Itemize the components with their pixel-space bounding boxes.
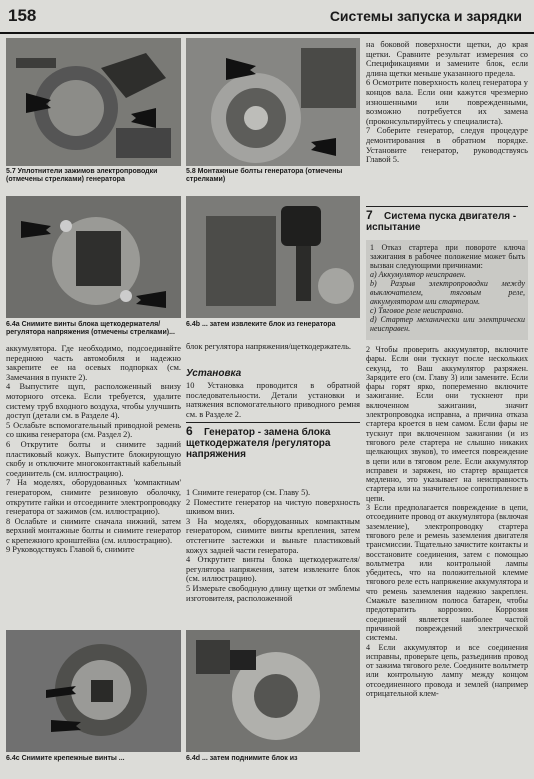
paragraph: на боковой поверхности щетки, до края щетки. Сравните результат измерения со Спецификациями и замените блок, если длина щетки меньше указанного предела. xyxy=(366,40,528,78)
section-number: 6 xyxy=(186,424,193,438)
column-3-top xyxy=(366,40,528,165)
paragraph: 5 Ослабьте вспомогательный приводной ремень со шкива генератора (см. Раздел 2). xyxy=(6,420,181,440)
photo-5-7 xyxy=(6,38,181,166)
caption-6-4c: 6.4с Снимите крепежные винты ... xyxy=(6,755,125,762)
install-heading: Установка xyxy=(186,368,242,379)
column-1-text xyxy=(6,344,181,555)
caption-5-8: 5.8 Монтажные болты генератора (отмечены стрелками) xyxy=(186,168,343,183)
caption-5-7: 5.7 Уплотнители зажимов электропроводки (отмечены стрелками) генератора xyxy=(6,168,158,183)
photo-6-4d xyxy=(186,630,360,752)
column-2-top: блок регулятора напряжения/щеткодержатель. xyxy=(186,342,351,351)
paragraph: 8 Ослабьте и снимите сначала нижний, затем верхний монтажные болты и снимите генератор с крепежного кронштейна (см. иллюстрацию). xyxy=(6,516,181,545)
list-item: d) Стартер механически или электрически неисправен. xyxy=(370,315,525,333)
section-title: Система пуска двигателя - испытание xyxy=(366,211,517,233)
section-7-heading xyxy=(366,206,528,233)
paragraph: 3 Если предполагается повреждение в цепи, отсоедините провод от аккумулятора (включая заземление), электропроводку стартера тягового реле и ремень заземления двигателя трансмиссии. Тщательно зачистите контакты и восстановите соединения, затем с помощью вольтметра или контрольной лампы убедитесь, что на положительной клемме тягового реле есть напряжение аккумулятора и что ремень заземления надежно закреплен. Смажьте вазелином полюса батареи, чтобы предотвратить коррозию. Коррозия соединений является наиболее частой причиной повреждений электрической системы. xyxy=(366,503,528,643)
paragraph: 2 Чтобы проверить аккумулятор, включите фары. Если они тускнут после нескольких секунд, то Ваш аккумулятор разряжен. Зарядите его (см. Главу 3) или замените. Если фары горят ярко, попеременно включите зажигание. Если они тускнеют при включенном зажигании, значит электропроводка исправна, а причина отказа стартера кроется в нем самом. Если фары не тускнут при включенном зажигании (и из тягового реле стартера не слышно никаких щелкающих звуков), то имеется повреждение в цепи или в тяговом реле. Если аккумулятор исправен и заряжен, но стартер вращается медленно, это указывает на неисправность стартера или на значительное сопротивление в цепи. xyxy=(366,345,528,503)
install-text: 10 Установка проводится в обратной последовательности. Детали установки и натяжения вспомогательного приводного ремня см. в Разделе 2. xyxy=(186,381,360,419)
section-7-text xyxy=(366,345,528,698)
page-number: 158 xyxy=(8,6,37,25)
section-title: Генератор - замена блока щеткодержателя /регулятора напряжения xyxy=(186,427,331,460)
paragraph: 3 На моделях, оборудованных компактным генератором, снимите винты крепления, затем отстегните застежки и выньте пластиковый кожух задней части генератора. xyxy=(186,516,360,555)
box-intro: 1 Отказ стартера при повороте ключа зажигания в рабочее положение может быть вызван следующими причинами: xyxy=(370,243,525,270)
section-6-heading xyxy=(186,422,360,460)
paragraph: 6 Осмотрите поверхность колец генератора у концов вала. Если они кажутся чрезмерно изношенными или поврежденными, возможно потребуется их замена (проконсультируйтесь у специалиста). xyxy=(366,78,528,126)
paragraph: 7 Соберите генератор, следуя процедуре демонтирования в обратном порядке. Установите генератор, руководствуясь Главой 5. xyxy=(366,126,528,165)
caption-6-4a: 6.4а Снимите винты блока щеткодержателя/регулятора напряжения (отмечены стрелками)... xyxy=(6,321,175,336)
list-item: а) Аккумулятор неисправен. xyxy=(370,270,466,279)
chapter-title: Системы запуска и зарядки xyxy=(329,8,522,24)
paragraph: 9 Руководствуясь Главой 6, снимите xyxy=(6,545,135,555)
paragraph: 4 Выпустите щуп, расположенный внизу моторного отсека. Если требуется, удалите систему труб входного воздуха, чтобы улучшить доступ (детали см. в Разделе 4). xyxy=(6,382,181,421)
list-item: с) Тяговое реле неисправно. xyxy=(370,306,464,315)
page-header xyxy=(0,0,534,34)
photo-5-8 xyxy=(186,38,360,166)
caption-6-4b: 6.4b ... затем извлеките блок из генератора xyxy=(186,321,336,328)
causes-list xyxy=(370,243,525,333)
paragraph: 4 Открутите винты блока щеткодержателя/регулятора напряжения, затем извлеките блок (см. иллюстрацию). xyxy=(186,555,360,584)
caption-6-4d: 6.4d ... затем поднимите блок из xyxy=(186,755,298,762)
paragraph: 6 Открутите болты и снимите задний пластиковый кожух. Выпустите блокирующую скобу и отключите многоконтактный кабельный соединитель (см. иллюстрацию). xyxy=(6,439,181,478)
list-item: b) Разрыв электропроводки между выключателем, тяговым реле, аккумулятором или стартером. xyxy=(370,279,525,306)
photo-6-4b xyxy=(186,196,360,318)
paragraph: 5 Измерьте свободную длину щетки от эмблемы изготовителя, расположенной xyxy=(186,583,360,603)
section-number: 7 xyxy=(366,208,373,222)
photo-6-4c xyxy=(6,630,181,752)
paragraph: 7 На моделях, оборудованных 'компактным' генератором, снимите резиновую оболочку, открутите гайки и отсоедините электропроводку генератора от зажимов (см. иллюстрацию). xyxy=(6,478,181,517)
section-6-text xyxy=(186,488,360,603)
paragraph: 2 Поместите генератор на чистую поверхность шкивом вниз. xyxy=(186,497,360,517)
paragraph: 4 Если аккумулятор и все соединения исправны, проверьте цепь, разъединив провод от зажима тягового реле. Соедините вольтметр или контрольную лампу между концом отсоединенного провода и землей (например отрицательной клем- xyxy=(366,642,528,698)
photo-6-4a xyxy=(6,196,181,318)
paragraph: 1 Снимите генератор (см. Главу 5). xyxy=(186,488,311,497)
paragraph: аккумулятора. Где необходимо, подсоединяйте переднюю часть автомобиля и надежно закрепите ее на осевых подпорках (см. Замечания в пункте 2). xyxy=(6,344,181,382)
